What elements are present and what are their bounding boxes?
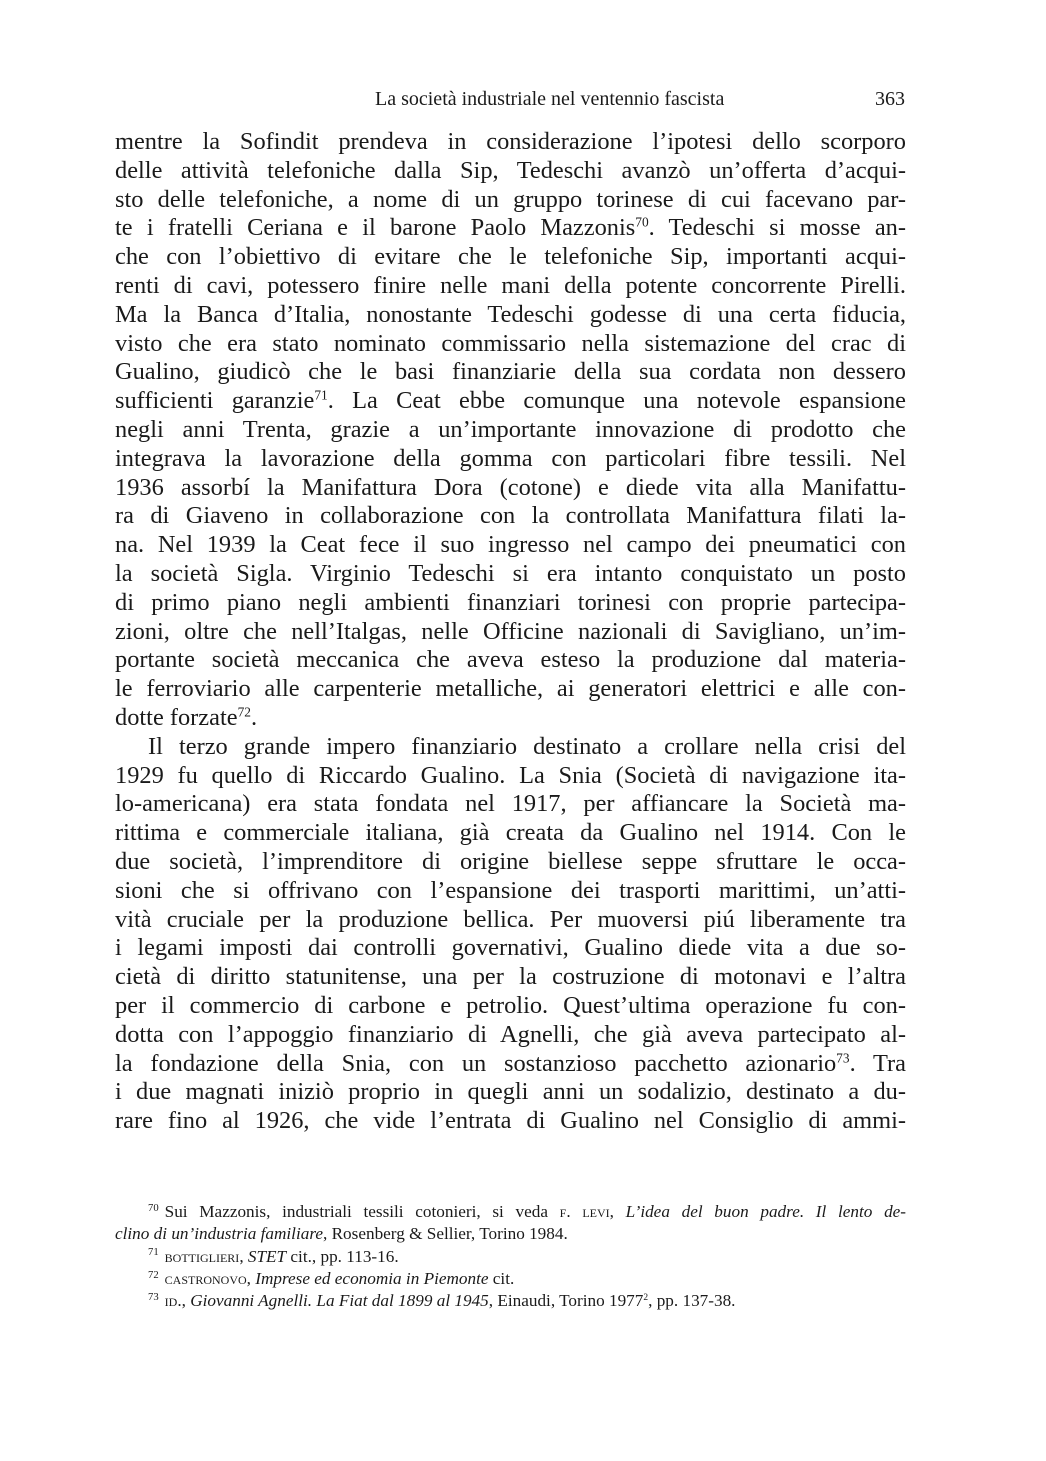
note-ref: 73 [836, 1049, 850, 1065]
text-line: ra di Giaveno in collaborazione con la controllata Manifattura filati la- [115, 502, 906, 530]
footnotes [115, 1201, 906, 1312]
footnote-mark: 72 [148, 1269, 159, 1281]
footnote-author: bottiglieri [164, 1246, 240, 1266]
text-line: la società Sigla. Virginio Tedeschi si era intanto conquistato un posto [115, 559, 906, 587]
text-line: integrava la lavorazione della gomma con particolari fibre tessili. Nel [115, 444, 906, 472]
text-line: zioni, oltre che nell’Italgas, nelle Officine nazionali di Savigliano, un’im- [115, 617, 906, 645]
text-line: rare fino al 1926, che vide l’entrata di Gualino nel Consiglio di ammi- [115, 1107, 906, 1135]
footnote-title: L’idea del buon padre. Il lento de- [625, 1202, 907, 1221]
text-line: i legami imposti dai controlli governativi, Gualino diede vita a due so- [115, 934, 906, 962]
note-ref: 70 [635, 214, 649, 230]
footnote-author: id. [164, 1291, 182, 1311]
footnote-70-cont: clino di un’industria familiare, Rosenberg & Sellier, Torino 1984. [115, 1224, 568, 1244]
text-line: 1936 assorbí la Manifattura Dora (cotone) e diede vita alla Manifattu- [115, 473, 906, 501]
body-text [115, 128, 906, 1136]
text-line: di primo piano negli ambienti finanziari torinesi con proprie partecipa- [115, 588, 906, 616]
text-line: vità cruciale per la produzione bellica. Per muoversi piú liberamente tra [115, 905, 906, 933]
footnote-mark: 73 [148, 1291, 159, 1303]
footnote-71: $^{71}$ bottiglieri, STET cit., pp. 113-16. [148, 1246, 399, 1266]
note-ref: 71 [314, 387, 328, 403]
running-title: La società industriale nel ventennio fascista [375, 88, 725, 110]
text-line: Il terzo grande impero finanziario destinato a crollare nella crisi del [148, 732, 906, 760]
text-line: sufficienti garanzie$^{71}$. La Ceat ebbe comunque una notevole espansione [115, 387, 906, 415]
text-line: negli anni Trenta, grazie a un’importante innovazione di prodotto che [115, 415, 906, 443]
text-line: per il commercio di carbone e petrolio. Quest’ultima operazione fu con- [115, 991, 906, 1019]
text-line: te i fratelli Ceriana e il barone Paolo Mazzonis$^{70}$. Tedeschi si mosse an- [115, 214, 906, 242]
text-line: le ferroviario alle carpenterie metalliche, ai generatori elettrici e alle con- [115, 675, 906, 703]
text-line: Gualino, giudicò che le basi finanziarie della sua cordata non dessero [115, 358, 906, 386]
text-line: dotte forzate$^{72}$. [115, 703, 258, 731]
text-line: sto delle telefoniche, a nome di un gruppo torinese di cui facevano par- [115, 185, 906, 213]
text-line: cietà di diritto statunitense, una per la costruzione di motonavi e l’altra [115, 963, 906, 991]
footnote-title: Giovanni Agnelli. La Fiat dal 1899 al 1945 [190, 1291, 489, 1311]
note-ref: 72 [237, 704, 251, 720]
footnote-72: $^{72}$ castronovo, Imprese ed economia in Piemonte cit. [148, 1268, 515, 1288]
text-line: portante società meccanica che aveva esteso la produzione dal materia- [115, 646, 906, 674]
footnote-70: $^{70}$ Sui Mazzonis, industriali tessili cotonieri, si veda f. levi, L’idea del buon padre. Il lento de- [148, 1202, 907, 1221]
footnote-title: STET [247, 1246, 287, 1266]
text-line: na. Nel 1939 la Ceat fece il suo ingresso nel campo dei pneumatici con [115, 531, 906, 559]
text-line: i due magnati iniziò proprio in quegli anni un sodalizio, destinato a du- [115, 1078, 906, 1106]
text-line: visto che era stato nominato commissario nella sistemazione del crac di [115, 329, 906, 357]
text-line: rittima e commerciale italiana, già creata da Gualino nel 1914. Con le [115, 819, 906, 847]
footnote-title: Imprese ed economia in Piemonte [255, 1268, 489, 1288]
edition-mark: 2 [643, 1293, 649, 1304]
page-number: 363 [875, 88, 905, 110]
text-line: due società, l’imprenditore di origine biellese seppe sfruttare le occa- [115, 847, 906, 875]
text-line: che con l’obiettivo di evitare che le telefoniche Sip, importanti acqui- [115, 243, 906, 271]
footnote-title: clino di un’industria familiare [115, 1224, 323, 1244]
text-line: 1929 fu quello di Riccardo Gualino. La Snia (Società di navigazione ita- [115, 761, 906, 789]
text-line: mentre la Sofindit prendeva in considerazione l’ipotesi dello scorporo [115, 128, 906, 155]
footnote-mark: 70 [148, 1202, 159, 1214]
footnote-73: $^{73}$ id., Giovanni Agnelli. La Fiat dal 1899 al 1945, Einaudi, Torino 1977$^2$, pp. 137-38. [148, 1291, 736, 1311]
footnote-author: castronovo [164, 1268, 247, 1288]
text-line: sioni che si offrivano con l’espansione dei trasporti marittimi, un’atti- [115, 876, 906, 904]
text-line: Ma la Banca d’Italia, nonostante Tedeschi godesse di una certa fiducia, [115, 300, 906, 328]
text-line: lo-americana) era stata fondata nel 1917, per affiancare la Società ma- [115, 790, 906, 818]
text-line: la fondazione della Snia, con un sostanzioso pacchetto azionario$^{73}$. Tra [115, 1049, 906, 1077]
footnote-author: f. levi [559, 1202, 610, 1221]
running-head [375, 84, 905, 114]
text-line: delle attività telefoniche dalla Sip, Tedeschi avanzò un’offerta d’acqui- [115, 156, 906, 184]
footnote-mark: 71 [148, 1247, 159, 1259]
text-line: renti di cavi, potessero finire nelle mani della potente concorrente Pirelli. [115, 271, 906, 299]
text-line: dotta con l’appoggio finanziario di Agnelli, che già aveva partecipato al- [115, 1020, 906, 1048]
